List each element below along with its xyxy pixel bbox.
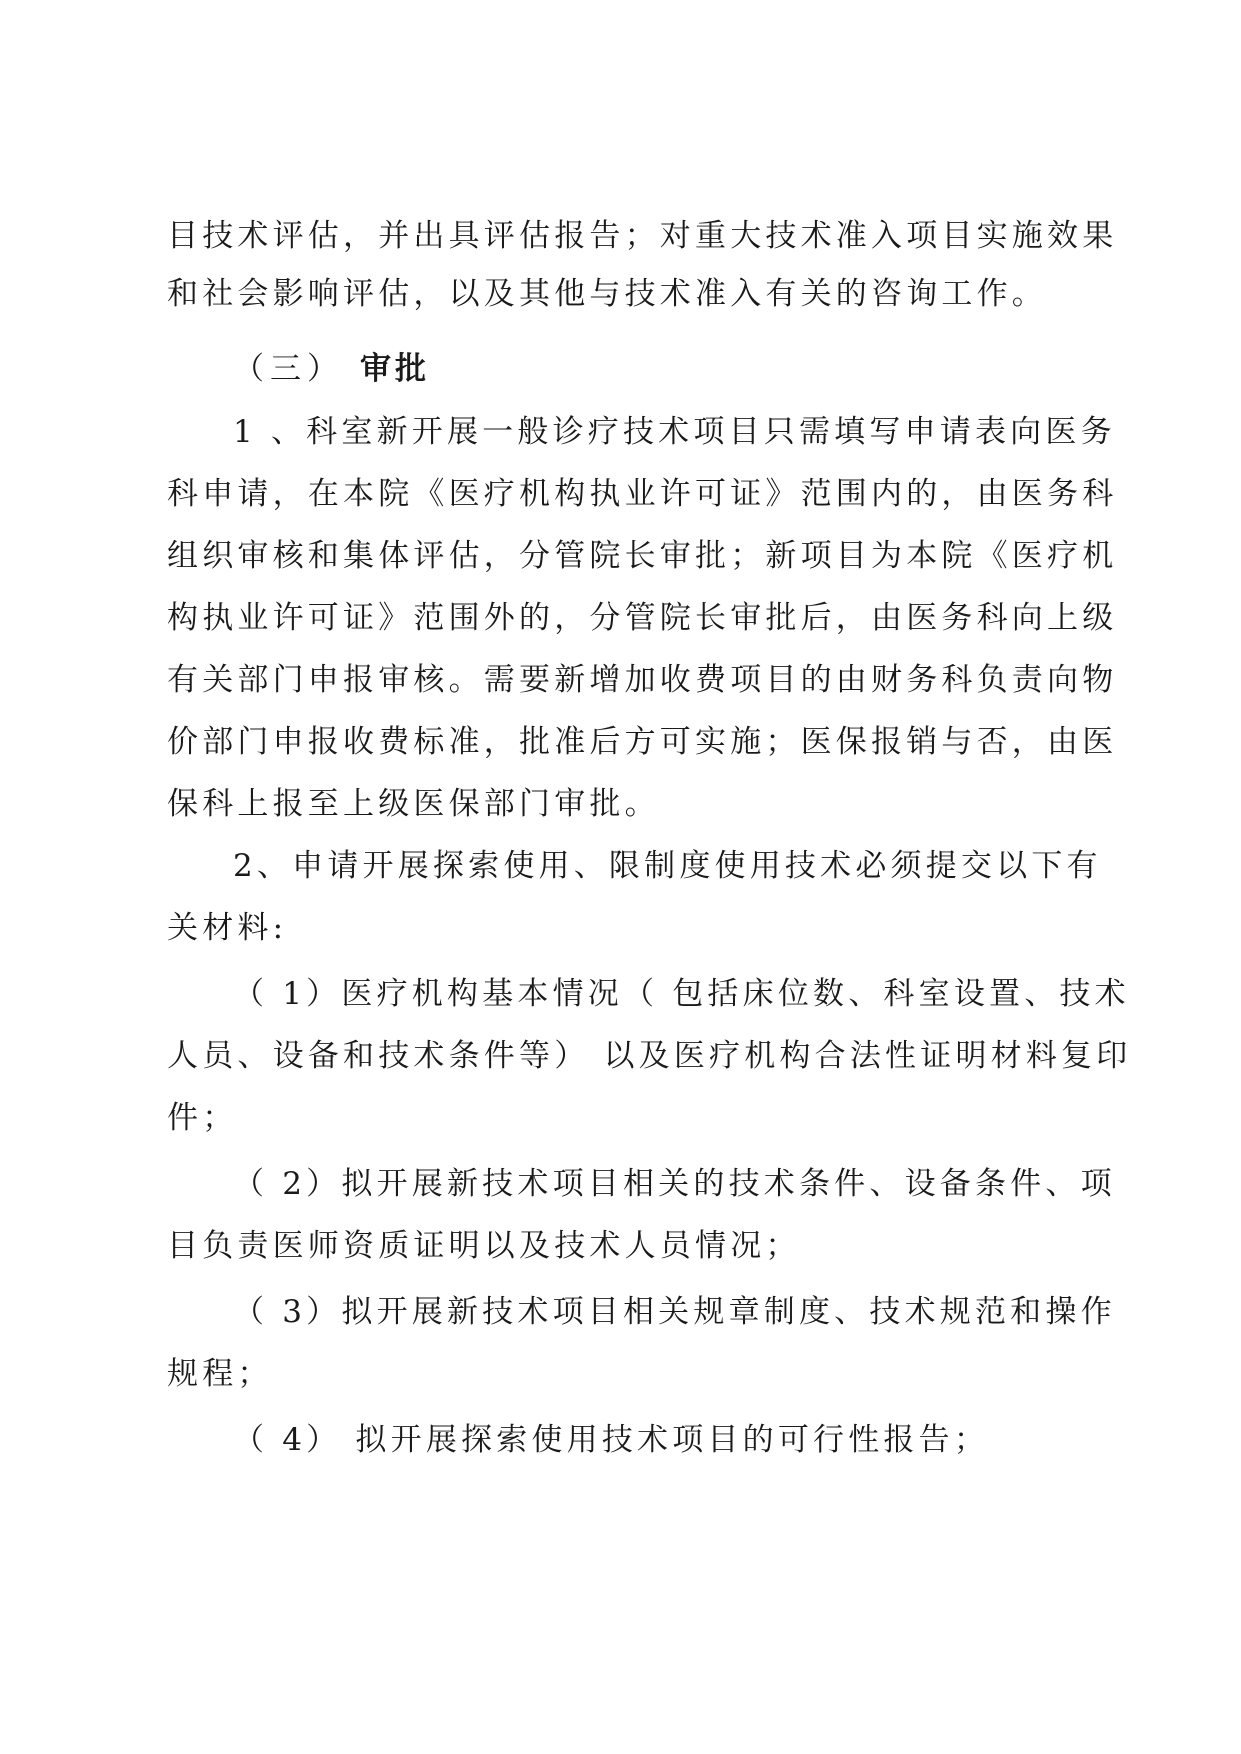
- paragraph-line: 关材料:: [167, 910, 288, 946]
- paragraph-line: 1 、科室新开展一般诊疗技术项目只需填写申请表向医务: [233, 414, 1116, 450]
- list-item-line: 件；: [167, 1100, 238, 1136]
- section-heading: [233, 349, 430, 389]
- list-item-line: （ 3）拟开展新技术项目相关规章制度、技术规范和操作: [233, 1294, 1116, 1330]
- section-heading-title: 审批: [360, 351, 430, 387]
- list-item-line: 人员、设备和技术条件等） 以及医疗机构合法性证明材料复印: [167, 1038, 1132, 1074]
- paragraph-line: 有关部门申报审核。需要新增加收费项目的由财务科负责向物: [167, 662, 1118, 698]
- list-item-line: （ 1）医疗机构基本情况（ 包括床位数、科室设置、技术: [233, 976, 1130, 1012]
- paragraph-line: 组织审核和集体评估，分管院长审批；新项目为本院《医疗机: [167, 538, 1118, 574]
- list-item-line: （ 2）拟开展新技术项目相关的技术条件、设备条件、项: [233, 1166, 1116, 1202]
- paragraph-line: 2、申请开展探索使用、限制度使用技术必须提交以下有: [233, 848, 1102, 884]
- paragraph-line: 科申请，在本院《医疗机构执业许可证》范围内的，由医务科: [167, 476, 1118, 512]
- list-item-line: 目负责医师资质证明以及技术人员情况；: [167, 1228, 801, 1264]
- paragraph-line: 价部门申报收费标准，批准后方可实施；医保报销与否，由医: [167, 724, 1118, 760]
- list-item-line: 规程；: [167, 1356, 273, 1392]
- paragraph-line: 和社会影响评估，以及其他与技术准入有关的咨询工作。: [167, 276, 1047, 312]
- paragraph-line: 目技术评估，并出具评估报告；对重大技术准入项目实施效果: [167, 218, 1118, 254]
- section-heading-number: （三）: [233, 351, 344, 387]
- paragraph-line: 保科上报至上级医保部门审批。: [167, 786, 660, 822]
- paragraph-line: 构执业许可证》范围外的，分管院长审批后，由医务科向上级: [167, 600, 1118, 636]
- list-item-line: （ 4） 拟开展探索使用技术项目的可行性报告；: [233, 1422, 990, 1458]
